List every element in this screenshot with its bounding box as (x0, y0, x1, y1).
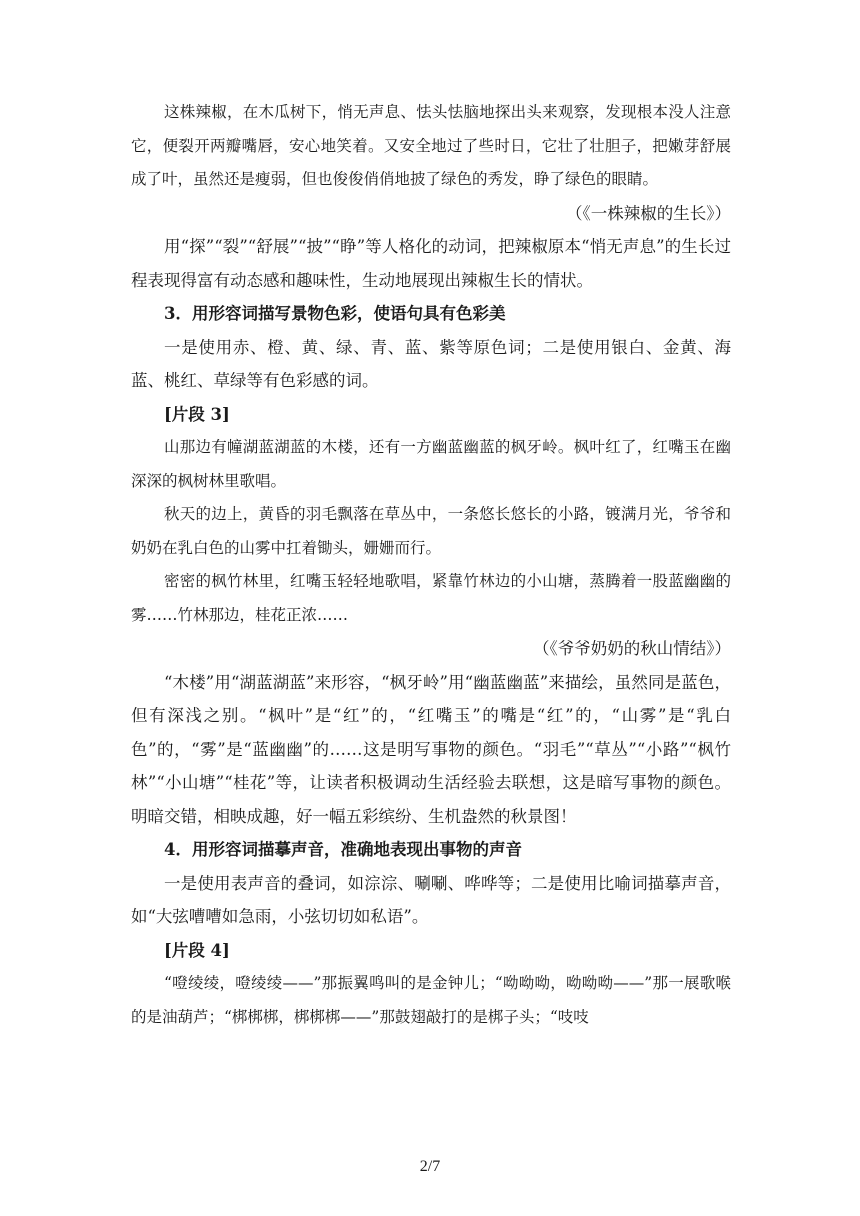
fragment-line: 秋天的边上，黄昏的羽毛飘落在草丛中，一条悠长悠长的小路，镀满月光，爷爷和奶奶在乳白色的山雾中扛着锄头，姗姗而行。 (131, 505, 731, 557)
fragment-line: “噔绫绫，噔绫绫——”那振翼鸣叫的是金钟儿；“呦呦呦，呦呦呦——”那一展歌喉的是油葫芦；“梆梆梆，梆梆梆——”那鼓翅敲打的是梆子头；“吱吱 (131, 974, 731, 1026)
analysis-paragraph: 用“探”“裂”“舒展”“披”“睁”等人格化的动词，把辣椒原本“悄无声息”的生长过程表现得富有动态感和趣味性，生动地展现出辣椒生长的情状。 (131, 237, 731, 290)
page-number: 2/7 (419, 1158, 441, 1175)
fragment-label: [片段 4] (164, 940, 230, 960)
excerpt-source: （《一株辣椒的生长》） (566, 203, 731, 223)
fragment-line: 山那边有幢湖蓝湖蓝的木楼，还有一方幽蓝幽蓝的枫牙岭。枫叶红了，红嘴玉在幽深深的枫树林里歌唱。 (131, 438, 731, 490)
analysis-paragraph: “木楼”用“湖蓝湖蓝”来形容，“枫牙岭”用“幽蓝幽蓝”来描绘，虽然同是蓝色，但有深浅之别。“枫叶”是“红”的，“红嘴玉”的嘴是“红”的，“山雾”是“乳白色”的，“雾”是“蓝幽幽”的……这是明写事物的颜色。“羽毛”“草丛”“小路”“枫竹林”“小山塘”“桂花”等，让读者积极调动生活经验去联想，这是暗写事物的颜色。明暗交错，相映成趣，好一幅五彩缤纷、生机盎然的秋景图！ (131, 672, 731, 826)
section-heading-3: 3．用形容词描写景物色彩，使语句具有色彩美 (164, 304, 506, 323)
section-description: 一是使用表声音的叠词，如淙淙、唰唰、哗哗等；二是使用比喻词描摹声音，如“大弦嘈嘈如急雨，小弦切切如私语”。 (131, 873, 731, 926)
excerpt-source: （《爷爷奶奶的秋山情结》） (533, 639, 731, 658)
fragment-label: [片段 3] (164, 404, 230, 424)
document-page (131, 96, 731, 1034)
section-heading-4: 4．用形容词描摹声音，准确地表现出事物的声音 (164, 840, 522, 859)
excerpt-chili: 这株辣椒，在木瓜树下，悄无声息、怯头怯脑地探出头来观察，发现根本没人注意它，便裂开两瓣嘴唇，安心地笑着。又安全地过了些时日，它壮了壮胆子，把嫩芽舒展成了叶，虽然还是瘦弱，但也俊俊俏俏地披了绿色的秀发，睁了绿色的眼睛。 (131, 103, 731, 188)
fragment-line: 密密的枫竹林里，红嘴玉轻轻地歌唱，紧靠竹林边的小山塘，蒸腾着一股蓝幽幽的雾……竹林那边，桂花正浓…… (131, 572, 731, 624)
section-description: 一是使用赤、橙、黄、绿、青、蓝、紫等原色词；二是使用银白、金黄、海蓝、桃红、草绿等有色彩感的词。 (131, 337, 731, 390)
